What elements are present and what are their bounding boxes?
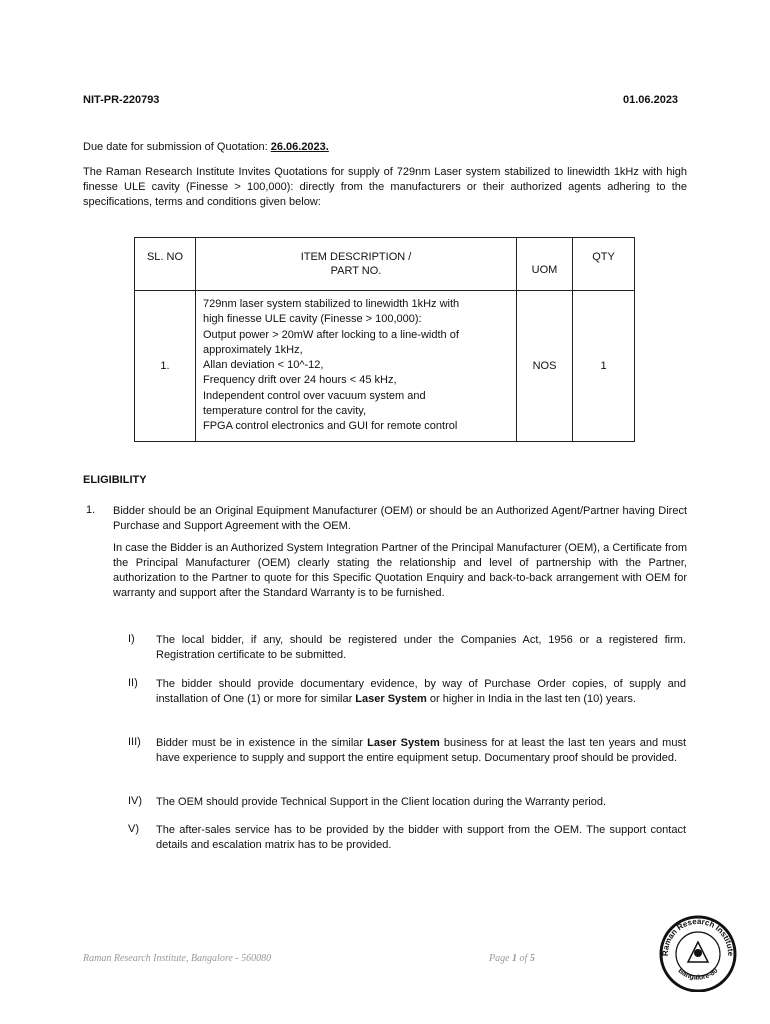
svg-text:Raman Research Institute: Raman Research Institute <box>660 916 736 957</box>
table-row <box>135 291 635 442</box>
row-sl-no: 1. <box>135 291 196 442</box>
row-uom: NOS <box>517 291 573 442</box>
due-date-label: Due date for submission of Quotation: <box>83 141 268 153</box>
header-sl-no: SL. NO <box>135 238 196 291</box>
institute-seal-icon <box>658 912 738 992</box>
table-header-row <box>135 238 635 291</box>
eligibility-item-number: 1. <box>86 504 96 516</box>
items-table <box>134 237 635 442</box>
header-uom: UOM <box>517 238 573 291</box>
sub-item-number: I) <box>128 633 135 645</box>
sub-item-number: V) <box>128 823 139 835</box>
document-date: 01.06.2023 <box>623 94 679 106</box>
sub-item-text: The local bidder, if any, should be registered under the Companies Act, 1956 or a registered firm. Registration certificate to be submitted. <box>156 634 686 661</box>
sub-item-number: III) <box>128 736 141 748</box>
sub-item-text: The bidder should provide documentary evidence, by way of Purchase Order copies, of supply and installation of One (1) or more for similar Laser System or higher in India in the last ten (10) years. <box>156 678 686 705</box>
svg-text:Bangalore-80: Bangalore-80 <box>676 967 720 982</box>
sub-item-text: The after-sales service has to be provided by the bidder with support from the OEM. The support contact details and escalation matrix has to be provided. <box>156 824 686 851</box>
eligibility-oem-paragraph: In case the Bidder is an Authorized System Integration Partner of the Principal Manufacturer (OEM), a Certificate from the Principal Manufacturer (OEM) clearly stating the relationship and level of partnership with the Partner, authorization to the Partner to quote for this Specific Quotation Enquiry and back-to-back arrangement with OEM for warranty and support after the Standard Warranty is to be furnished. <box>113 542 687 599</box>
intro-paragraph: The Raman Research Institute Invites Quotations for supply of 729nm Laser system stabilized to linewidth 1kHz with high finesse ULE cavity (Finesse > 100,000): directly from the manufacturers or their authorized agents adhering to the specifications, terms and conditions given below: <box>83 166 687 208</box>
due-date-line <box>83 141 329 153</box>
sub-item-text: The OEM should provide Technical Support in the Client location during the Warranty period. <box>156 796 607 808</box>
due-date-value: 26.06.2023. <box>270 141 329 153</box>
eligibility-item-text: Bidder should be an Original Equipment Manufacturer (OEM) or should be an Authorized Agent/Partner having Direct Purchase and Support Agreement with the OEM. <box>113 505 687 532</box>
header-item-description: ITEM DESCRIPTION / PART NO. <box>196 238 517 291</box>
row-description: 729nm laser system stabilized to linewidth 1kHz with high finesse ULE cavity (Finesse > 100,000): Output power > 20mW after locking to a line-width of approximately 1kHz, Allan deviation < 10^-12, Frequency drift over 24 hours < 45 kHz, Independent control over vacuum system and temperature control for the cavity, FPGA control electronics and GUI for remote control <box>196 291 517 442</box>
sub-item-text: Bidder must be in existence in the similar Laser System business for at least the last ten years and must have experience to supply and support the entire equipment setup. Documentary proof should be provided. <box>156 737 686 764</box>
row-qty: 1 <box>573 291 635 442</box>
reference-number: NIT-PR-220793 <box>83 94 160 106</box>
sub-item-number: II) <box>128 677 138 689</box>
footer-page-number: Page 1 of 5 <box>489 953 535 964</box>
sub-item-number: IV) <box>128 795 143 807</box>
header-qty: QTY <box>573 238 635 291</box>
eligibility-heading: ELIGIBILITY <box>83 474 147 486</box>
footer-institute: Raman Research Institute, Bangalore - 560080 <box>83 953 272 964</box>
